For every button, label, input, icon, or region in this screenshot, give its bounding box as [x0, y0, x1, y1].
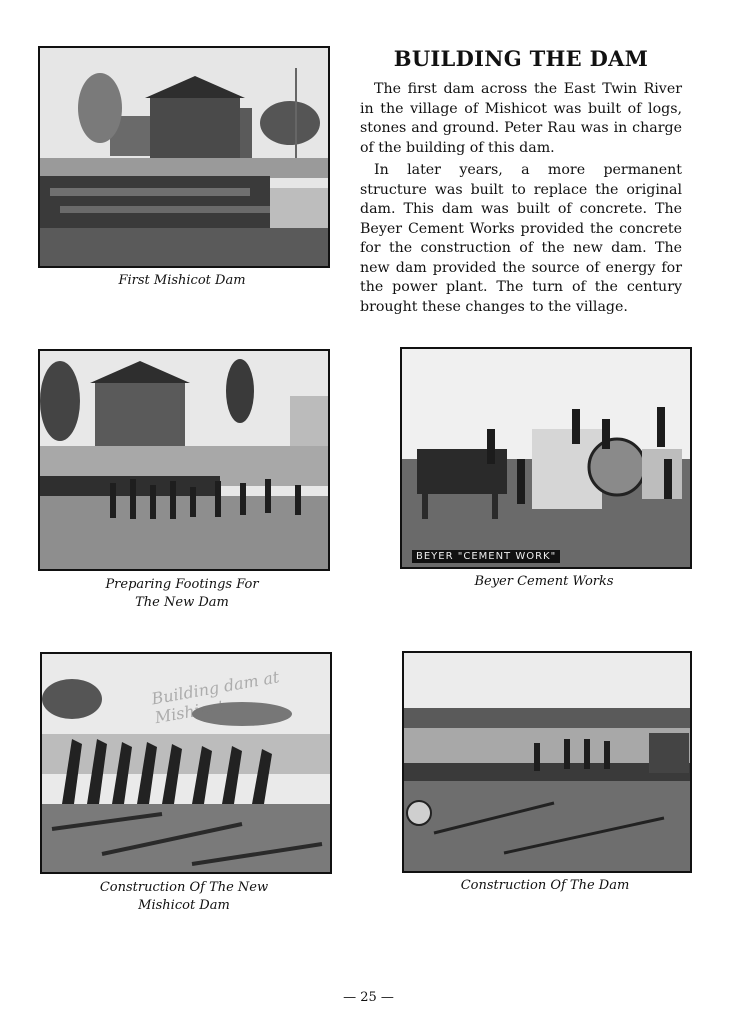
photo-first-mishicot-dam	[38, 46, 330, 268]
photo-construction-of-dam	[402, 651, 692, 873]
caption-construction-of-dam	[402, 877, 688, 895]
article-title: BUILDING THE DAM	[393, 46, 649, 71]
photo-new-mishicot-dam	[40, 652, 332, 874]
caption-line-1: Construction Of The New	[99, 880, 269, 895]
page-number: — 25 —	[343, 990, 394, 1005]
caption-line-1: Preparing Footings For	[105, 577, 259, 592]
caption-preparing-footings	[38, 576, 326, 612]
caption-text: Construction Of The Dam	[460, 878, 630, 893]
photo-preparing-footings-image	[40, 351, 328, 569]
article-paragraph-1: The first dam across the East Twin River in the village of Mishicot was built of logs, stones and ground. Peter Rau was in charge of the building of this dam.	[360, 81, 682, 156]
cement-works-sign: BEYER "CEMENT WORK"	[412, 550, 560, 563]
caption-text: First Mishicot Dam	[118, 273, 246, 288]
article-body	[360, 80, 682, 320]
caption-line-2: Mishicot Dam	[138, 898, 230, 913]
caption-first-mishicot-dam	[38, 272, 326, 290]
caption-beyer-cement-works	[400, 573, 688, 591]
photo-beyer-cement-works-image	[402, 349, 690, 567]
caption-line-2: The New Dam	[135, 595, 229, 610]
article-paragraph-2: In later years, a more permanent structure was built to replace the original dam. This dam was built of concrete. The Beyer Cement Works provided the concrete for the construction of the new dam. The new dam provided the source of energy for the power plant. The turn of the century brought these changes to the village.	[360, 162, 682, 315]
photo-construction-of-dam-image	[404, 653, 690, 871]
caption-text: Beyer Cement Works	[474, 574, 614, 589]
photo-beyer-cement-works	[400, 347, 692, 569]
photo-preparing-footings	[38, 349, 330, 571]
photo-first-mishicot-dam-image	[40, 48, 328, 266]
caption-new-mishicot-dam	[40, 879, 328, 915]
handwritten-note: Building dam at Mishicot	[150, 667, 281, 728]
